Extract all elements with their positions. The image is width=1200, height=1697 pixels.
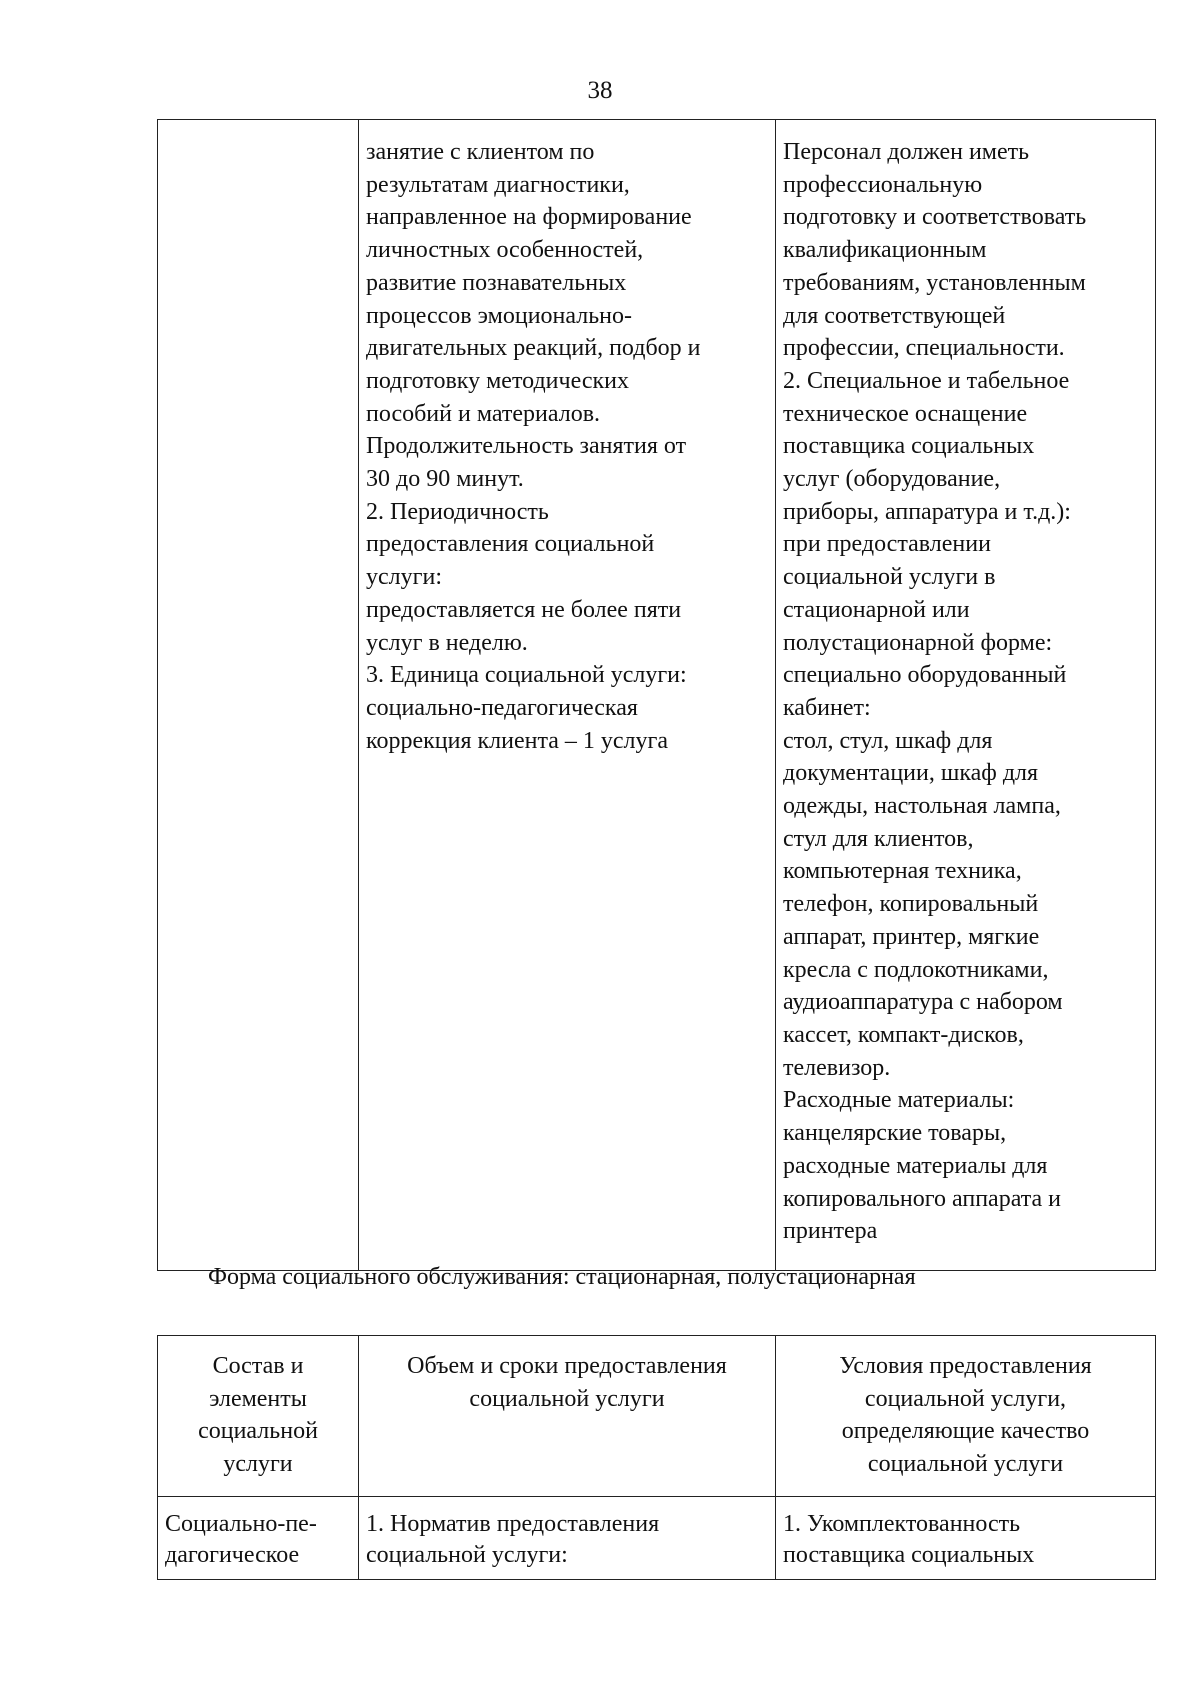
text-line: дагогическое bbox=[165, 1542, 300, 1568]
text-line: поставщика социальных bbox=[783, 1542, 1035, 1568]
text-line: 3. Единица социальной услуги: bbox=[366, 662, 687, 689]
column-header-conditions bbox=[776, 1336, 1156, 1497]
continuation-table bbox=[157, 119, 1156, 1271]
text-line: компьютерная техника, bbox=[783, 858, 1022, 885]
text-line: развитие познавательных bbox=[366, 269, 627, 296]
table-cell-volume-and-terms bbox=[359, 1497, 776, 1580]
text-line: приборы, аппаратура и т.д.): bbox=[783, 498, 1071, 525]
text-line: техническое оснащение bbox=[783, 400, 1028, 427]
text-line: Персонал должен иметь bbox=[783, 139, 1030, 165]
text-line: 2. Периодичность bbox=[366, 498, 549, 525]
text-line: подготовку и соответствовать bbox=[783, 204, 1087, 231]
text-line: профессиональную bbox=[783, 171, 983, 198]
text-line: Объем и сроки предоставления bbox=[407, 1353, 727, 1379]
text-line: специально оборудованный bbox=[783, 662, 1067, 689]
text-line: Социально-пе- bbox=[165, 1511, 317, 1537]
cell-text bbox=[783, 1509, 1150, 1571]
cell-text bbox=[783, 136, 1150, 1248]
table-cell-conditions bbox=[776, 120, 1156, 1271]
text-line: Расходные материалы: bbox=[783, 1087, 1015, 1114]
cell-text bbox=[366, 136, 770, 757]
text-line: одежды, настольная лампа, bbox=[783, 793, 1061, 820]
table-header-row bbox=[158, 1336, 1156, 1497]
text-line: социальной услуги bbox=[867, 1450, 1064, 1477]
text-line: документации, шкаф для bbox=[783, 760, 1039, 787]
text-line: канцелярские товары, bbox=[783, 1120, 1007, 1147]
text-line: занятие с клиентом по bbox=[366, 139, 595, 165]
text-line: социальной услуги в bbox=[783, 564, 996, 591]
text-line: 1. Норматив предоставления bbox=[366, 1511, 660, 1537]
text-line: подготовку методических bbox=[366, 367, 629, 394]
table-cell-volume-and-terms bbox=[359, 120, 776, 1271]
text-line: 2. Специальное и табельное bbox=[783, 367, 1070, 394]
table-cell-service-name bbox=[158, 120, 359, 1271]
text-line: при предоставлении bbox=[783, 531, 991, 558]
cell-text bbox=[165, 1509, 353, 1571]
cell-text bbox=[366, 1509, 770, 1571]
text-line: расходные материалы для bbox=[783, 1152, 1048, 1179]
text-line: для соответствующей bbox=[783, 302, 1006, 329]
text-line: направленное на формирование bbox=[366, 204, 692, 231]
text-line: полустационарной форме: bbox=[783, 629, 1053, 656]
text-line: 30 до 90 минут. bbox=[366, 466, 524, 493]
text-line: социальной услуги: bbox=[366, 1542, 568, 1568]
text-line: телефон, копировальный bbox=[783, 891, 1039, 918]
text-line: аудиоаппаратура с набором bbox=[783, 989, 1063, 1016]
text-line: социальной bbox=[198, 1418, 318, 1444]
table-row bbox=[158, 120, 1156, 1271]
text-line: услуги bbox=[223, 1450, 293, 1477]
text-line: социальной услуги bbox=[469, 1385, 665, 1412]
text-line: стол, стул, шкаф для bbox=[783, 727, 993, 754]
column-header-composition bbox=[158, 1336, 359, 1497]
service-table bbox=[157, 1335, 1156, 1580]
text-line: двигательных реакций, подбор и bbox=[366, 335, 701, 362]
table-row bbox=[158, 1497, 1156, 1580]
header-text bbox=[780, 1350, 1151, 1480]
text-line: элементы bbox=[209, 1385, 307, 1412]
text-line: аппарат, принтер, мягкие bbox=[783, 923, 1040, 950]
text-line: социальной услуги, bbox=[864, 1385, 1067, 1412]
text-line: услуг в неделю. bbox=[366, 629, 528, 656]
text-line: квалификационным bbox=[783, 237, 987, 264]
text-line: профессии, специальности. bbox=[783, 335, 1065, 362]
column-header-volume-and-terms bbox=[359, 1336, 776, 1497]
text-line: услуги: bbox=[366, 564, 442, 591]
text-line: процессов эмоционально- bbox=[366, 302, 633, 329]
text-line: предоставления социальной bbox=[366, 531, 655, 558]
text-line: услуг (оборудование, bbox=[783, 466, 1001, 493]
table-cell-service-name bbox=[158, 1497, 359, 1580]
table-cell-conditions bbox=[776, 1497, 1156, 1580]
text-line: Продолжительность занятия от bbox=[366, 433, 687, 460]
text-line: результатам диагностики, bbox=[366, 171, 630, 198]
text-line: социально-педагогическая bbox=[366, 694, 638, 721]
text-line: 1. Укомплектованность bbox=[783, 1511, 1021, 1537]
text-line: коррекция клиента – 1 услуга bbox=[366, 727, 669, 754]
text-line: определяющие качество bbox=[841, 1418, 1090, 1444]
header-text bbox=[363, 1350, 771, 1415]
text-line: кассет, компакт-дисков, bbox=[783, 1021, 1024, 1048]
text-line: принтера bbox=[783, 1218, 878, 1245]
text-line: пособий и материалов. bbox=[366, 400, 601, 427]
text-line: Условия предоставления bbox=[839, 1353, 1092, 1379]
service-form-text: Форма социального обслуживания: стационарная, полустационарная bbox=[208, 1264, 916, 1290]
text-line: Состав и bbox=[212, 1353, 304, 1379]
header-text bbox=[162, 1350, 354, 1480]
text-line: стул для клиентов, bbox=[783, 825, 974, 852]
text-line: кресла с подлокотниками, bbox=[783, 956, 1049, 983]
text-line: телевизор. bbox=[783, 1054, 891, 1081]
page-number: 38 bbox=[587, 77, 613, 104]
text-line: кабинет: bbox=[783, 694, 871, 721]
text-line: копировального аппарата и bbox=[783, 1185, 1062, 1212]
text-line: предоставляется не более пяти bbox=[366, 596, 682, 623]
text-line: требованиям, установленным bbox=[783, 269, 1086, 296]
text-line: стационарной или bbox=[783, 596, 970, 623]
text-line: поставщика социальных bbox=[783, 433, 1035, 460]
text-line: личностных особенностей, bbox=[366, 237, 644, 264]
